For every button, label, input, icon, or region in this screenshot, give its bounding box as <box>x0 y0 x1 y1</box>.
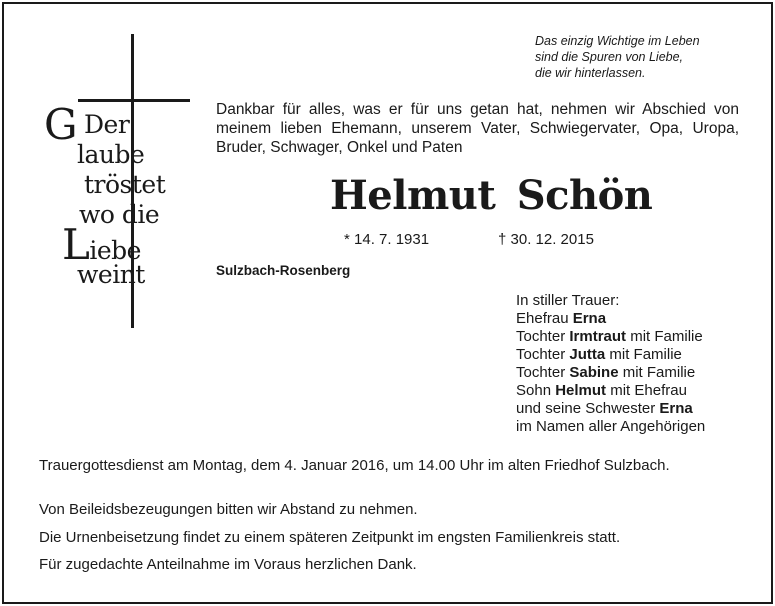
condolence-note: Von Beileidsbezeugungen bitten wir Abstand zu nehmen. <box>39 501 418 518</box>
verse-line-6: weint <box>77 260 145 289</box>
hometown: Sulzbach-Rosenberg <box>216 263 351 278</box>
deceased-name: Helmut Schön <box>330 172 653 219</box>
mourners-closing: im Namen aller Angehörigen <box>516 418 706 435</box>
mourner-row: und seine Schwester Erna <box>516 400 693 417</box>
urn-burial-note: Die Urnenbeisetzung findet zu einem späteren Zeitpunkt im engsten Familienkreis statt. <box>39 529 621 546</box>
verse-line-1-text: Der <box>84 110 130 139</box>
verse-line-3: tröstet <box>84 170 166 199</box>
verse-line-4: wo die <box>79 200 160 229</box>
verse-line-2: laube <box>77 140 145 169</box>
service-info: Trauergottesdienst am Montag, dem 4. Januar 2016, um 14.00 Uhr im alten Friedhof Sulzbach. <box>39 457 670 474</box>
motto-quote: Das einzig Wichtige im Leben sind die Spuren von Liebe, die wir hinterlassen. <box>535 34 700 80</box>
obituary-notice <box>2 2 773 604</box>
verse-line-1: G <box>44 100 78 149</box>
mourners-heading: In stiller Trauer: <box>516 292 620 309</box>
death-date: † 30. 12. 2015 <box>498 231 594 248</box>
mourners-list <box>516 292 705 436</box>
cross-horizontal-beam <box>78 99 190 102</box>
verse-line-5: Liebe <box>62 220 141 269</box>
mourner-row: Ehefrau Erna <box>516 310 607 327</box>
intro-text: Dankbar für alles, was er für uns getan hat, nehmen wir Abschied von meinem lieben Ehemann, unserem Vater, Schwiegervater, Opa, Uropa, Bruder, Schwager, Onkel und Paten <box>216 101 739 156</box>
mourner-row: Tochter Sabine mit Familie <box>516 364 696 381</box>
thanks-note: Für zugedachte Anteilnahme im Voraus herzlichen Dank. <box>39 556 417 573</box>
mourner-row: Sohn Helmut mit Ehefrau <box>516 382 687 399</box>
birth-date: * 14. 7. 1931 <box>344 231 430 248</box>
mourner-row: Tochter Irmtraut mit Familie <box>516 328 703 345</box>
mourner-row: Tochter Jutta mit Familie <box>516 346 682 363</box>
